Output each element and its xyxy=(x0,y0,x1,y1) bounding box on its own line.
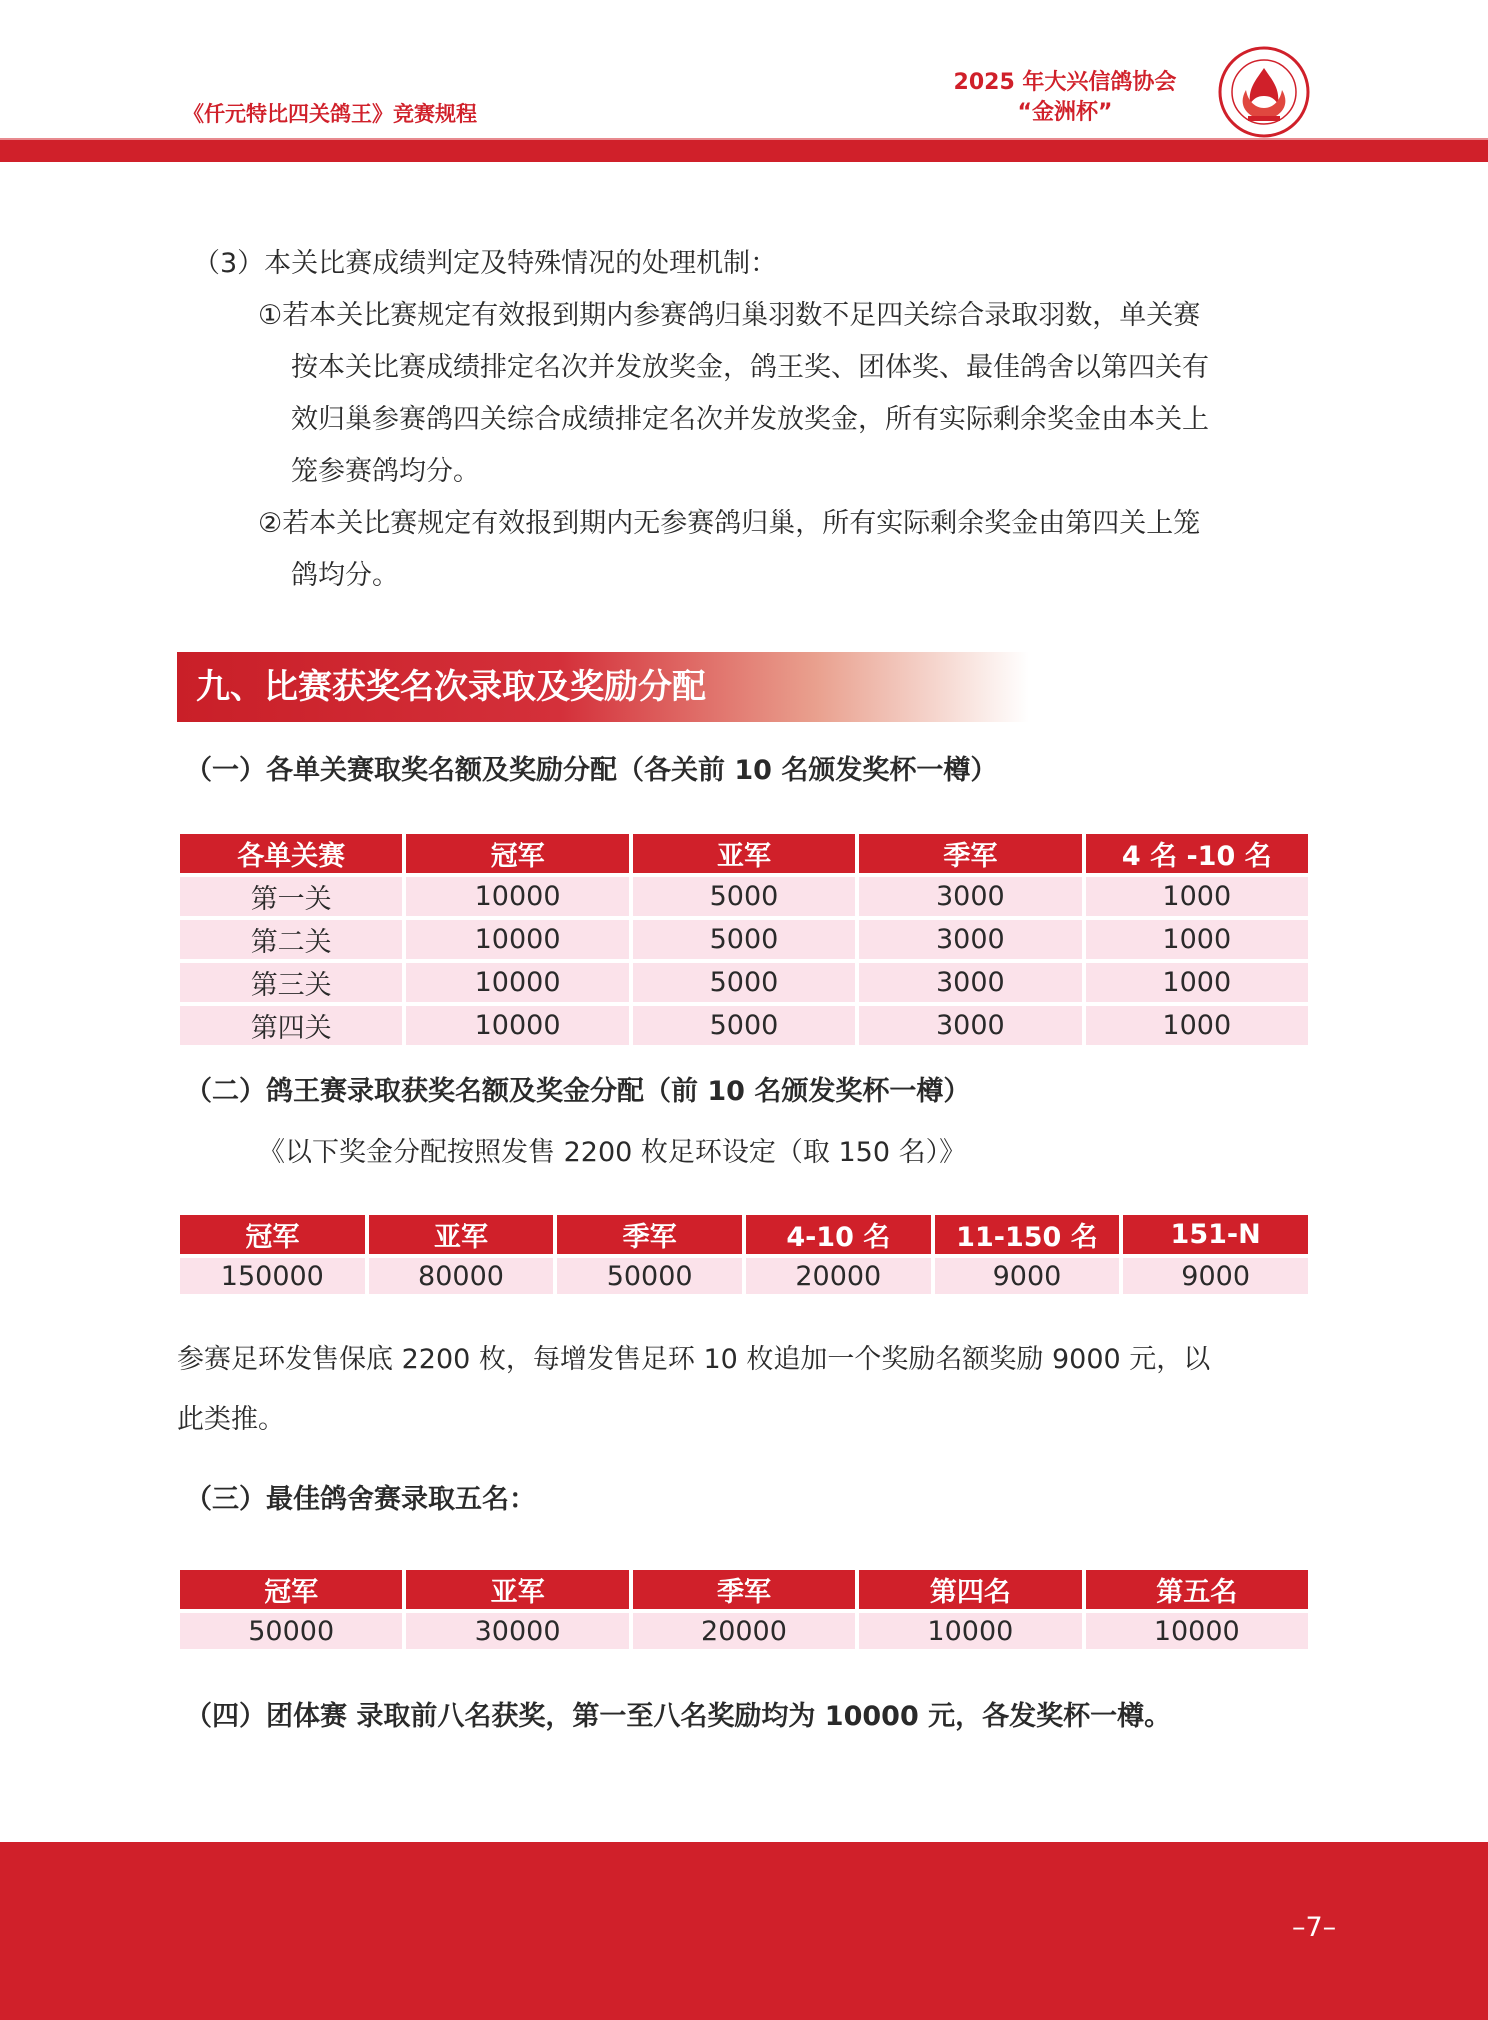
table-cell: 10000 xyxy=(859,1613,1081,1649)
subsection-1-title: （一）各单关赛取奖名额及奖励分配（各关前 10 名颁发奖杯一樽） xyxy=(185,755,998,786)
table-cell: 1000 xyxy=(1086,963,1308,1002)
table-row xyxy=(180,920,1308,959)
rule-item-3a-line: 效归巢参赛鸽四关综合成绩排定名次并发放奖金，所有实际剩余奖金由本关上 xyxy=(291,404,1209,435)
table-header-cell: 151-N xyxy=(1123,1215,1308,1254)
table-header-cell: 季军 xyxy=(557,1215,742,1254)
rule-item-3a-line: 笼参赛鸽均分。 xyxy=(291,456,480,487)
rule-item-3a-continued xyxy=(291,342,1209,498)
table-header-cell: 季军 xyxy=(859,834,1081,873)
subsection-2-title: （二）鸽王赛录取获奖名额及奖金分配（前 10 名颁发奖杯一樽） xyxy=(185,1076,971,1107)
rule-item-3b xyxy=(258,498,1200,602)
table-cell: 80000 xyxy=(369,1258,554,1294)
rule-item-3a-line: 按本关比赛成绩排定名次并发放奖金，鸽王奖、团体奖、最佳鸽舍以第四关有 xyxy=(291,352,1209,383)
rule-item-3a xyxy=(258,290,1200,342)
table-header-cell: 亚军 xyxy=(369,1215,554,1254)
table-row xyxy=(180,1613,1308,1649)
table-row xyxy=(180,1006,1308,1045)
table-cell: 3000 xyxy=(859,963,1081,1002)
table-cell: 5000 xyxy=(633,920,855,959)
table-cell: 5000 xyxy=(633,1006,855,1045)
table-cell: 9000 xyxy=(1123,1258,1308,1294)
table-cell: 30000 xyxy=(406,1613,628,1649)
rule-item-3-title: （3）本关比赛成绩判定及特殊情况的处理机制： xyxy=(193,248,778,279)
section-heading: 九、比赛获奖名次录取及奖励分配 xyxy=(196,667,706,707)
organization-line-1: 2025 年大兴信鸽协会 xyxy=(953,70,1177,95)
paragraph-line: 此类推。 xyxy=(177,1404,285,1435)
organization-line-2: “金洲杯” xyxy=(1017,100,1113,125)
table-cell: 第一关 xyxy=(180,877,402,916)
paragraph-line: 参赛足环发售保底 2200 枚，每增发售足环 10 枚追加一个奖励名额奖励 9000 元，以 xyxy=(177,1344,1211,1375)
rule-item-3b-line: ②若本关比赛规定有效报到期内无参赛鸽归巢，所有实际剩余奖金由第四关上笼 xyxy=(258,508,1201,539)
subsection-4-title: （四）团体赛 录取前八名获奖，第一至八名奖励均为 10000 元，各发奖杯一樽。 xyxy=(185,1701,1172,1732)
table-header-row xyxy=(180,1570,1308,1609)
footer-band xyxy=(0,1842,1488,2020)
rule-item-3a-line: ①若本关比赛规定有效报到期内参赛鸽归巢羽数不足四关综合录取羽数，单关赛 xyxy=(258,300,1201,331)
table-cell: 1000 xyxy=(1086,1006,1308,1045)
table-cell: 150000 xyxy=(180,1258,365,1294)
header-rule xyxy=(0,140,1488,162)
table-header-cell: 4-10 名 xyxy=(746,1215,931,1254)
table-cell: 1000 xyxy=(1086,920,1308,959)
table-cell: 3000 xyxy=(859,920,1081,959)
subsection-3-title: （三）最佳鸽舍赛录取五名： xyxy=(185,1484,536,1515)
pigeon-king-prize-table xyxy=(176,1211,1312,1298)
ring-sales-paragraph xyxy=(177,1330,1317,1450)
document-title: 《仟元特比四关鸽王》竞赛规程 xyxy=(183,102,477,126)
table-cell: 10000 xyxy=(406,920,628,959)
table-header-cell: 冠军 xyxy=(180,1570,402,1609)
table-cell: 10000 xyxy=(406,963,628,1002)
table-row xyxy=(180,963,1308,1002)
table-cell: 第三关 xyxy=(180,963,402,1002)
table-cell: 第四关 xyxy=(180,1006,402,1045)
table-header-cell: 各单关赛 xyxy=(180,834,402,873)
table-cell: 1000 xyxy=(1086,877,1308,916)
table-cell: 10000 xyxy=(406,1006,628,1045)
table-cell: 20000 xyxy=(746,1258,931,1294)
table-row xyxy=(180,1258,1308,1294)
table-header-cell: 冠军 xyxy=(180,1215,365,1254)
table-header-cell: 第五名 xyxy=(1086,1570,1308,1609)
table-header-cell: 11-150 名 xyxy=(935,1215,1120,1254)
table-cell: 5000 xyxy=(633,963,855,1002)
single-race-prize-table xyxy=(176,830,1312,1049)
table-cell: 第二关 xyxy=(180,920,402,959)
table-header-cell: 第四名 xyxy=(859,1570,1081,1609)
table-header-cell: 冠军 xyxy=(406,834,628,873)
table-header-cell: 亚军 xyxy=(406,1570,628,1609)
table-header-row xyxy=(180,1215,1308,1254)
organization-title xyxy=(930,68,1200,128)
association-logo-icon xyxy=(1218,46,1310,138)
table-header-cell: 亚军 xyxy=(633,834,855,873)
subsection-2-note: 《以下奖金分配按照发售 2200 枚足环设定（取 150 名）》 xyxy=(258,1137,967,1168)
table-header-cell: 季军 xyxy=(633,1570,855,1609)
table-cell: 5000 xyxy=(633,877,855,916)
table-cell: 3000 xyxy=(859,877,1081,916)
table-cell: 9000 xyxy=(935,1258,1120,1294)
best-loft-prize-table xyxy=(176,1566,1312,1653)
table-cell: 10000 xyxy=(1086,1613,1308,1649)
table-header-cell: 4 名 -10 名 xyxy=(1086,834,1308,873)
table-cell: 20000 xyxy=(633,1613,855,1649)
table-cell: 50000 xyxy=(180,1613,402,1649)
rule-item-3b-line: 鸽均分。 xyxy=(291,560,399,591)
table-row xyxy=(180,877,1308,916)
table-header-row xyxy=(180,834,1308,873)
table-cell: 10000 xyxy=(406,877,628,916)
table-cell: 50000 xyxy=(557,1258,742,1294)
table-cell: 3000 xyxy=(859,1006,1081,1045)
page-number: –7– xyxy=(1292,1912,1337,1943)
